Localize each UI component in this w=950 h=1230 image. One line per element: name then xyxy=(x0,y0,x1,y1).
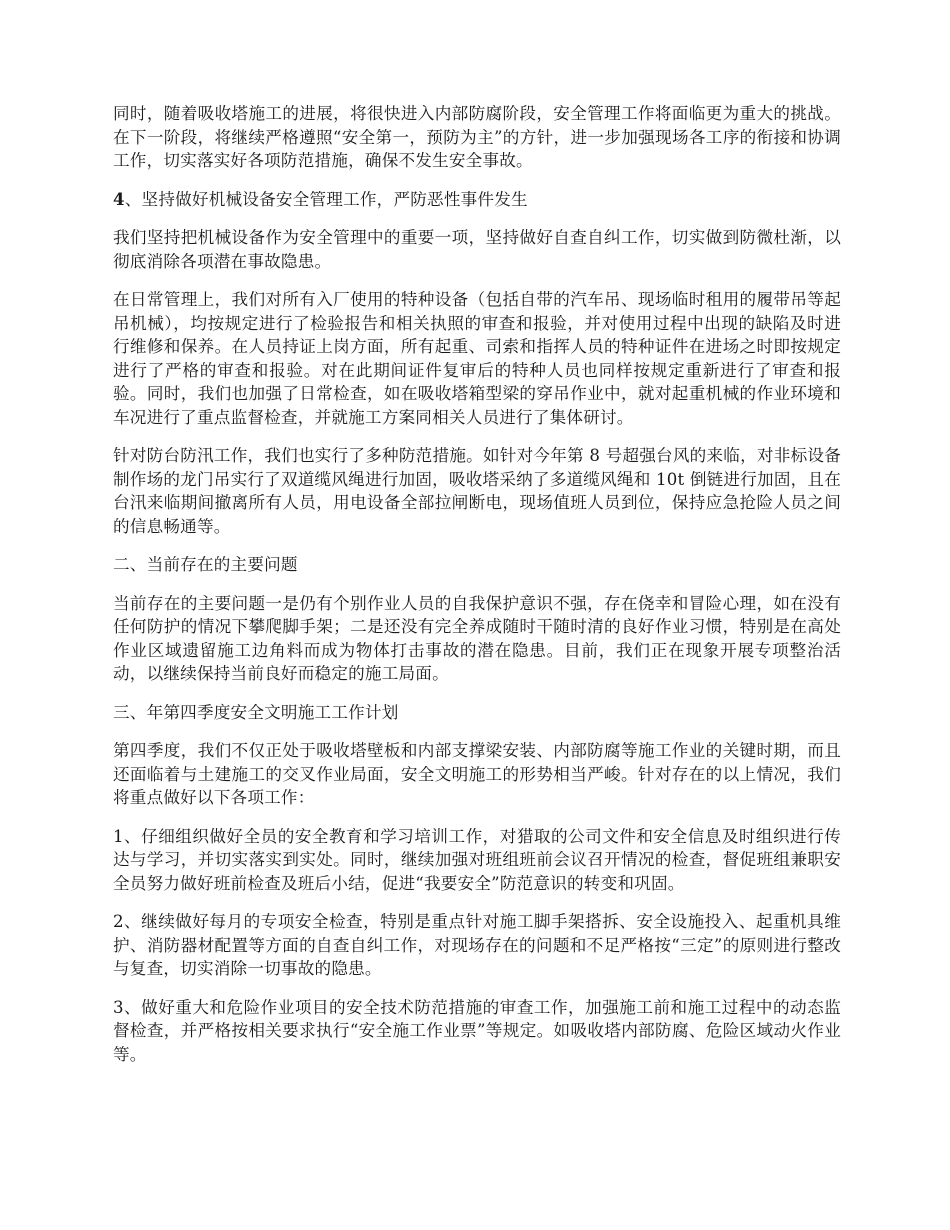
document-page xyxy=(113,102,841,1081)
section-two-heading: 二、当前存在的主要问题 xyxy=(113,555,298,574)
intro-paragraph: 同时，随着吸收塔施工的进展，将很快进入内部防腐阶段，安全管理工作将面临更为重大的挑战。在下一阶段，将继续严格遵照“安全第一，预防为主”的方针，进一步加强现场各工序的衔接和协调工作，切实落实好各项防范措施，确保不发生安全事故。 xyxy=(113,104,841,170)
section-4-title: 、坚持做好机械设备安全管理工作，严防恶性事件发生 xyxy=(124,189,528,209)
plan-item-2: 2、继续做好每月的专项安全检查，特别是重点针对施工脚手架搭拆、安全设施投入、起重机具维护、消防器材配置等方面的自查自纠工作，对现场存在的问题和不足严格按“三定”的原则进行整改与复查，切实消除一切事故的隐患。 xyxy=(113,912,841,978)
section-4-heading xyxy=(113,188,841,212)
plan-item-3: 3、做好重大和危险作业项目的安全技术防范措施的审查工作，加强施工前和施工过程中的动态监督检查，并严格按相关要求执行“安全施工作业票”等规定。如吸收塔内部防腐、危险区域动火作业等。 xyxy=(113,997,841,1064)
section-4-paragraph-2: 在日常管理上，我们对所有入厂使用的特种设备（包括自带的汽车吊、现场临时租用的履带吊等起吊机械），均按规定进行了检验报告和相关执照的审查和报验，并对使用过程中出现的缺陷及时进行维修和保养。在人员持证上岗方面，所有起重、司索和指挥人员的特种证件在进场之时即按规定进行了严格的审查和报验。对在此期间证件复审后的特种人员也同样按规定重新进行了审查和报验。同时，我们也加强了日常检查，如在吸收塔箱型梁的穿吊作业中，就对起重机械的作业环境和车况进行了重点监督检查，并就施工方案同相关人员进行了集体研讨。 xyxy=(113,290,841,427)
section-4-paragraph-1: 我们坚持把机械设备作为安全管理中的重要一项，坚持做好自查自纠工作，切实做到防微杜渐，以彻底消除各项潜在事故隐患。 xyxy=(113,228,841,271)
section-two-paragraph-1: 当前存在的主要问题一是仍有个别作业人员的自我保护意识不强，存在侥幸和冒险心理，如在没有任何防护的情况下攀爬脚手架；二是还没有完全养成随时干随时清的良好作业习惯，特别是在高处作业区域遗留施工边角料而成为物体打击事故的潜在隐患。目前，我们正在现象开展专项整治活动，以继续保持当前良好而稳定的施工局面。 xyxy=(113,593,841,683)
section-three-paragraph-1: 第四季度，我们不仅正处于吸收塔壁板和内部支撑梁安装、内部防腐等施工作业的关键时期，而且还面临着与土建施工的交叉作业局面，安全文明施工的形势相当严峻。针对存在的以上情况，我们将重点做好以下各项工作： xyxy=(113,741,841,807)
section-4-paragraph-3: 针对防台防汛工作，我们也实行了多种防范措施。如针对今年第 8 号超强台风的来临，对非标设备制作场的龙门吊实行了双道缆风绳进行加固，吸收塔采纳了多道缆风绳和 10t 倒链进行加固，且在台汛来临期间撤离所有人员，用电设备全部拉闸断电，现场值班人员到位，保持应急抢险人员之间的信息畅通等。 xyxy=(113,446,841,536)
plan-item-1: 1、仔细组织做好全员的安全教育和学习培训工作，对猎取的公司文件和安全信息及时组织进行传达与学习，并切实落实到实处。同时，继续加强对班组班前会议召开情况的检查，督促班组兼职安全员努力做好班前检查及班后小结，促进“我要安全”防范意识的转变和巩固。 xyxy=(113,826,841,893)
section-three-heading: 三、年第四季度安全文明施工工作计划 xyxy=(113,702,399,722)
section-4-number: 4 xyxy=(113,188,125,209)
